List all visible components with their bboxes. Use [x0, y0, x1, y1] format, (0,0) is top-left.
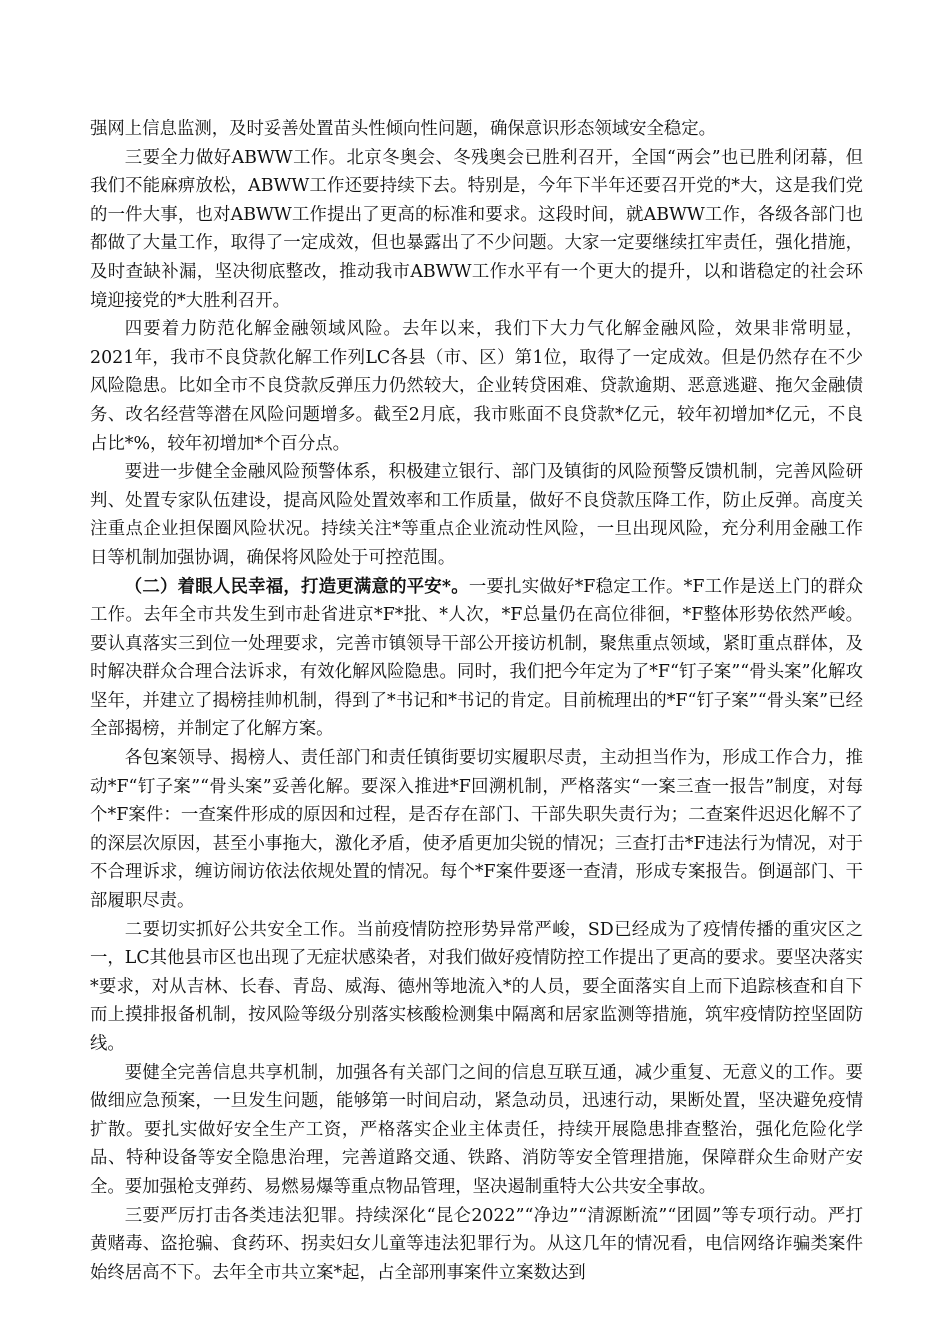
paragraph-6: 各包案领导、揭榜人、责任部门和责任镇街要切实履职尽责，主动担当作为，形成工作合力，推动*F“钉子案”“骨头案”妥善化解。要深入推进*F回溯机制，严格落实“一案三查一报告”制度，对每个*F案件：一查案件形成的原因和过程，是否存在部门、干部失职失责行为；二查案件迟迟化解不了的深层次原因，甚至小事拖大，激化矛盾，使矛盾更加尖锐的情况；三查打击*F违法行为情况，对于不合理诉求，缠访闹访依法依规处置的情况。每个*F案件要逐一查清，形成专案报告。倒逼部门、干部履职尽责。 — [90, 748, 863, 912]
paragraph-2: 三要全力做好ABWW工作。北京冬奥会、冬残奥会已胜利召开，全国“两会”也已胜利闭幕，但我们不能麻痹放松，ABWW工作还要持续下去。特别是，今年下半年还要召开党的*大，这是我们党的一件大事，也对ABWW工作提出了更高的标准和要求。这段时间，就ABWW工作，各级各部门也都做了大量工作，取得了一定成效，但也暴露出了不少问题。大家一定要继续扛牢责任，强化措施，及时查缺补漏，坚决彻底整改，推动我市ABWW工作水平有一个更大的提升，以和谐稳定的社会环境迎接党的*大胜利召开。 — [90, 147, 863, 311]
paragraph-1: 强网上信息监测，及时妥善处置苗头性倾向性问题，确保意识形态领域安全稳定。 — [90, 119, 717, 139]
paragraph-5-body: 一要扎实做好*F稳定工作。*F工作是送上门的群众工作。去年全市共发生到市赴省进京*F*批、*人次，*F总量仍在高位徘徊，*F整体形势依然严峻。要认真落实三到位一处理要求，完善市镇领导干部公开接访机制，聚焦重点领域，紧盯重点群体，及时解决群众合理合法诉求，有效化解风险隐患。同时，我们把今年定为了*F“钉子案”“骨头案”化解攻坚年，并建立了揭榜挂帅机制，得到了*书记和*书记的肯定。目前梳理出的*F“钉子案”“骨头案”已经全部揭榜，并制定了化解方案。 — [90, 576, 863, 740]
paragraph-9: 三要严厉打击各类违法犯罪。持续深化“昆仑2022”“净边”“清源断流”“团圆”等专项行动。严打黄赌毒、盗抢骗、食药环、拐卖妇女儿童等违法犯罪行为。从这几年的情况看，电信网络诈骗类案件始终居高不下。去年全市共立案*起，占全部刑事案件立案数达到 — [90, 1205, 863, 1283]
paragraph-7: 二要切实抓好公共安全工作。当前疫情防控形势异常严峻，SD已经成为了疫情传播的重灾区之一，LC其他县市区也出现了无症状感染者，对我们做好疫情防控工作提出了更高的要求。要坚决落实*要求，对从吉林、长春、青岛、威海、德州等地流入*的人员，要全面落实自上而下追踪核查和自下而上摸排报备机制，按风险等级分别落实核酸检测集中隔离和居家监测等措施，筑牢疫情防控坚固防线。 — [90, 919, 863, 1054]
section-heading: （二）着眼人民幸福，打造更满意的平安*。 — [124, 576, 469, 597]
paragraph-3: 四要着力防范化解金融领域风险。去年以来，我们下大力气化解金融风险，效果非常明显，2021年，我市不良贷款化解工作列LC各县（市、区）第1位，取得了一定成效。但是仍然存在不少风险隐患。比如全市不良贷款反弹压力仍然较大，企业转贷困难、贷款逾期、恶意逃避、拖欠金融债务、改名经营等潜在风险问题增多。截至2月底，我市账面不良贷款*亿元，较年初增加*亿元，不良占比*%，较年初增加*个百分点。 — [90, 319, 863, 454]
paragraph-8: 要健全完善信息共享机制，加强各有关部门之间的信息互联互通，减少重复、无意义的工作。要做细应急预案，一旦发生问题，能够第一时间启动，紧急动员，迅速行动，果断处置，坚决避免疫情扩散。要扎实做好安全生产工资，严格落实企业主体责任，持续开展隐患排查整治，强化危险化学品、特种设备等安全隐患治理，完善道路交通、铁路、消防等安全管理措施，保障群众生命财产安全。要加强枪支弹药、易燃易爆等重点物品管理，坚决遏制重特大公共安全事故。 — [90, 1062, 863, 1197]
document-body — [90, 115, 863, 1287]
paragraph-4: 要进一步健全金融风险预警体系，积极建立银行、部门及镇街的风险预警反馈机制，完善风险研判、处置专家队伍建设，提高风险处置效率和工作质量，做好不良贷款压降工作，防止反弹。高度关注重点企业担保圈风险状况。持续关注*等重点企业流动性风险，一旦出现风险，充分利用金融工作日等机制加强协调，确保将风险处于可控范围。 — [90, 462, 863, 568]
paragraph-5 — [90, 573, 863, 745]
